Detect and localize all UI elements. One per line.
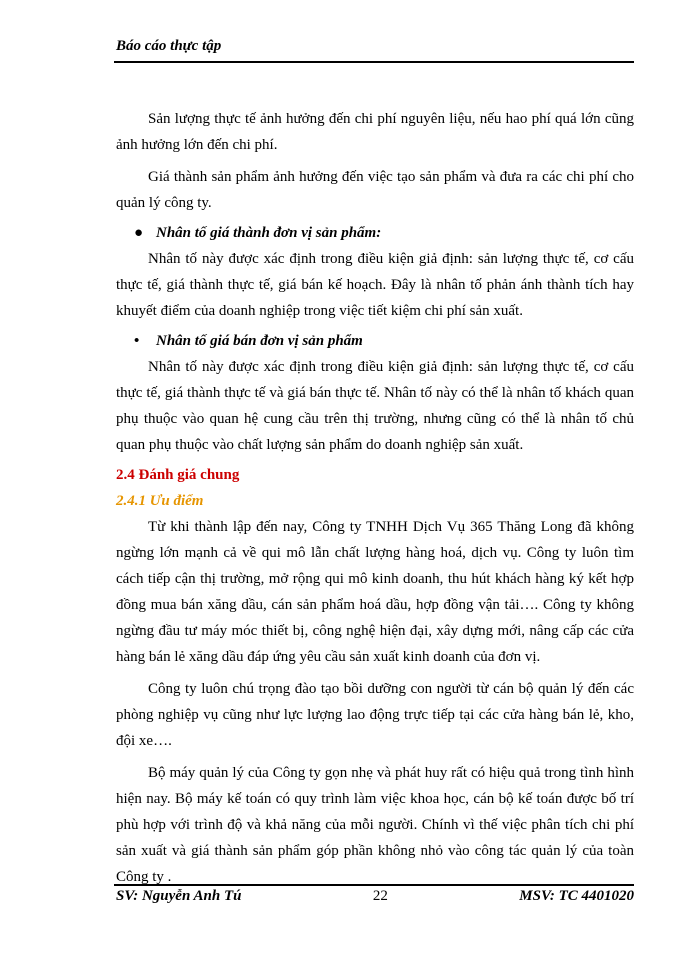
bullet-icon: •: [134, 333, 140, 349]
page-number: 22: [372, 888, 388, 904]
footer-divider: [114, 884, 634, 886]
footer-student-name: SV: Nguyễn Anh Tú: [116, 888, 242, 904]
paragraph-6: Công ty luôn chú trọng đào tạo bồi dưỡng con người từ cán bộ quản lý đến các phòng nghiệp vụ cũng như lực lượng lao động trực tiếp tại các cửa hàng bán lẻ, kho, đội xe….: [116, 681, 634, 749]
document-body: [116, 106, 634, 890]
bullet-item-2: [116, 328, 634, 354]
paragraph-5: Từ khi thành lập đến nay, Công ty TNHH Dịch Vụ 365 Thăng Long đã không ngừng lớn mạnh cả về qui mô lẫn chất lượng hàng hoá, dịch vụ. Công ty luôn tìm cách tiếp cận thị trường, mở rộng qui mô kinh doanh, thu hút khách hàng ký kết hợp đồng mua bán xăng dầu, cán sản phẩm hoá dầu, hợp đồng vận tải…. Công ty không ngừng đầu tư máy móc thiết bị, công nghệ hiện đại, xây dựng mới, nâng cấp các cửa hàng bán lẻ xăng dầu đáp ứng yêu cầu sản xuất kinh doanh của đơn vị.: [116, 519, 634, 665]
paragraph-2: Giá thành sản phẩm ảnh hưởng đến việc tạo sản phẩm và đưa ra các chi phí cho quản lý công ty.: [116, 169, 634, 211]
header-divider: [114, 61, 634, 63]
bullet-2-title: Nhân tố giá bán đơn vị sản phẩm: [156, 333, 363, 349]
paragraph-3: Nhân tố này được xác định trong điều kiện giả định: sản lượng thực tế, cơ cấu thực tế, giá thành thực tế, giá bán kế hoạch. Đây là nhân tố phản ánh thành tích hay khuyết điểm của doanh nghiệp trong việc tiết kiệm chi phí sản xuất.: [116, 251, 634, 319]
bullet-icon: ●: [134, 225, 144, 241]
page-header-title: Báo cáo thực tập: [116, 38, 222, 54]
section-heading: 2.4 Đánh giá chung: [116, 467, 240, 483]
paragraph-1: Sản lượng thực tế ảnh hưởng đến chi phí nguyên liệu, nếu hao phí quá lớn cũng ảnh hưởng lớn đến chi phí.: [116, 111, 634, 153]
paragraph-4: Nhân tố này được xác định trong điều kiện giả định: sản lượng thực tế, cơ cấu thực tế, giá thành thực tế và giá bán thực tế. Nhân tố này có thể là nhân tố khách quan phụ thuộc vào quan hệ cung cầu trên thị trường, nhưng cũng có thể là nhân tố chủ quan phụ thuộc vào chất lượng sản phẩm do doanh nghiệp sản xuất.: [116, 359, 634, 453]
paragraph-7: Bộ máy quản lý của Công ty gọn nhẹ và phát huy rất có hiệu quả trong tình hình hiện nay. Bộ máy kế toán có quy trình làm việc khoa học, cán bộ kế toán được bố trí phù hợp với trình độ và khả năng của mỗi người. Chính vì thế việc phân tích chi phí sản xuất và giá thành sản phẩm góp phần không nhỏ vào công tác quản lý của toàn Công ty .: [116, 765, 634, 885]
footer-student-id: MSV: TC 4401020: [519, 888, 634, 904]
bullet-1-title: Nhân tố giá thành đơn vị sản phẩm:: [156, 225, 382, 241]
subsection-heading: 2.4.1 Ưu điểm: [116, 493, 204, 509]
page-footer: [116, 888, 634, 905]
bullet-item-1: [116, 220, 634, 246]
